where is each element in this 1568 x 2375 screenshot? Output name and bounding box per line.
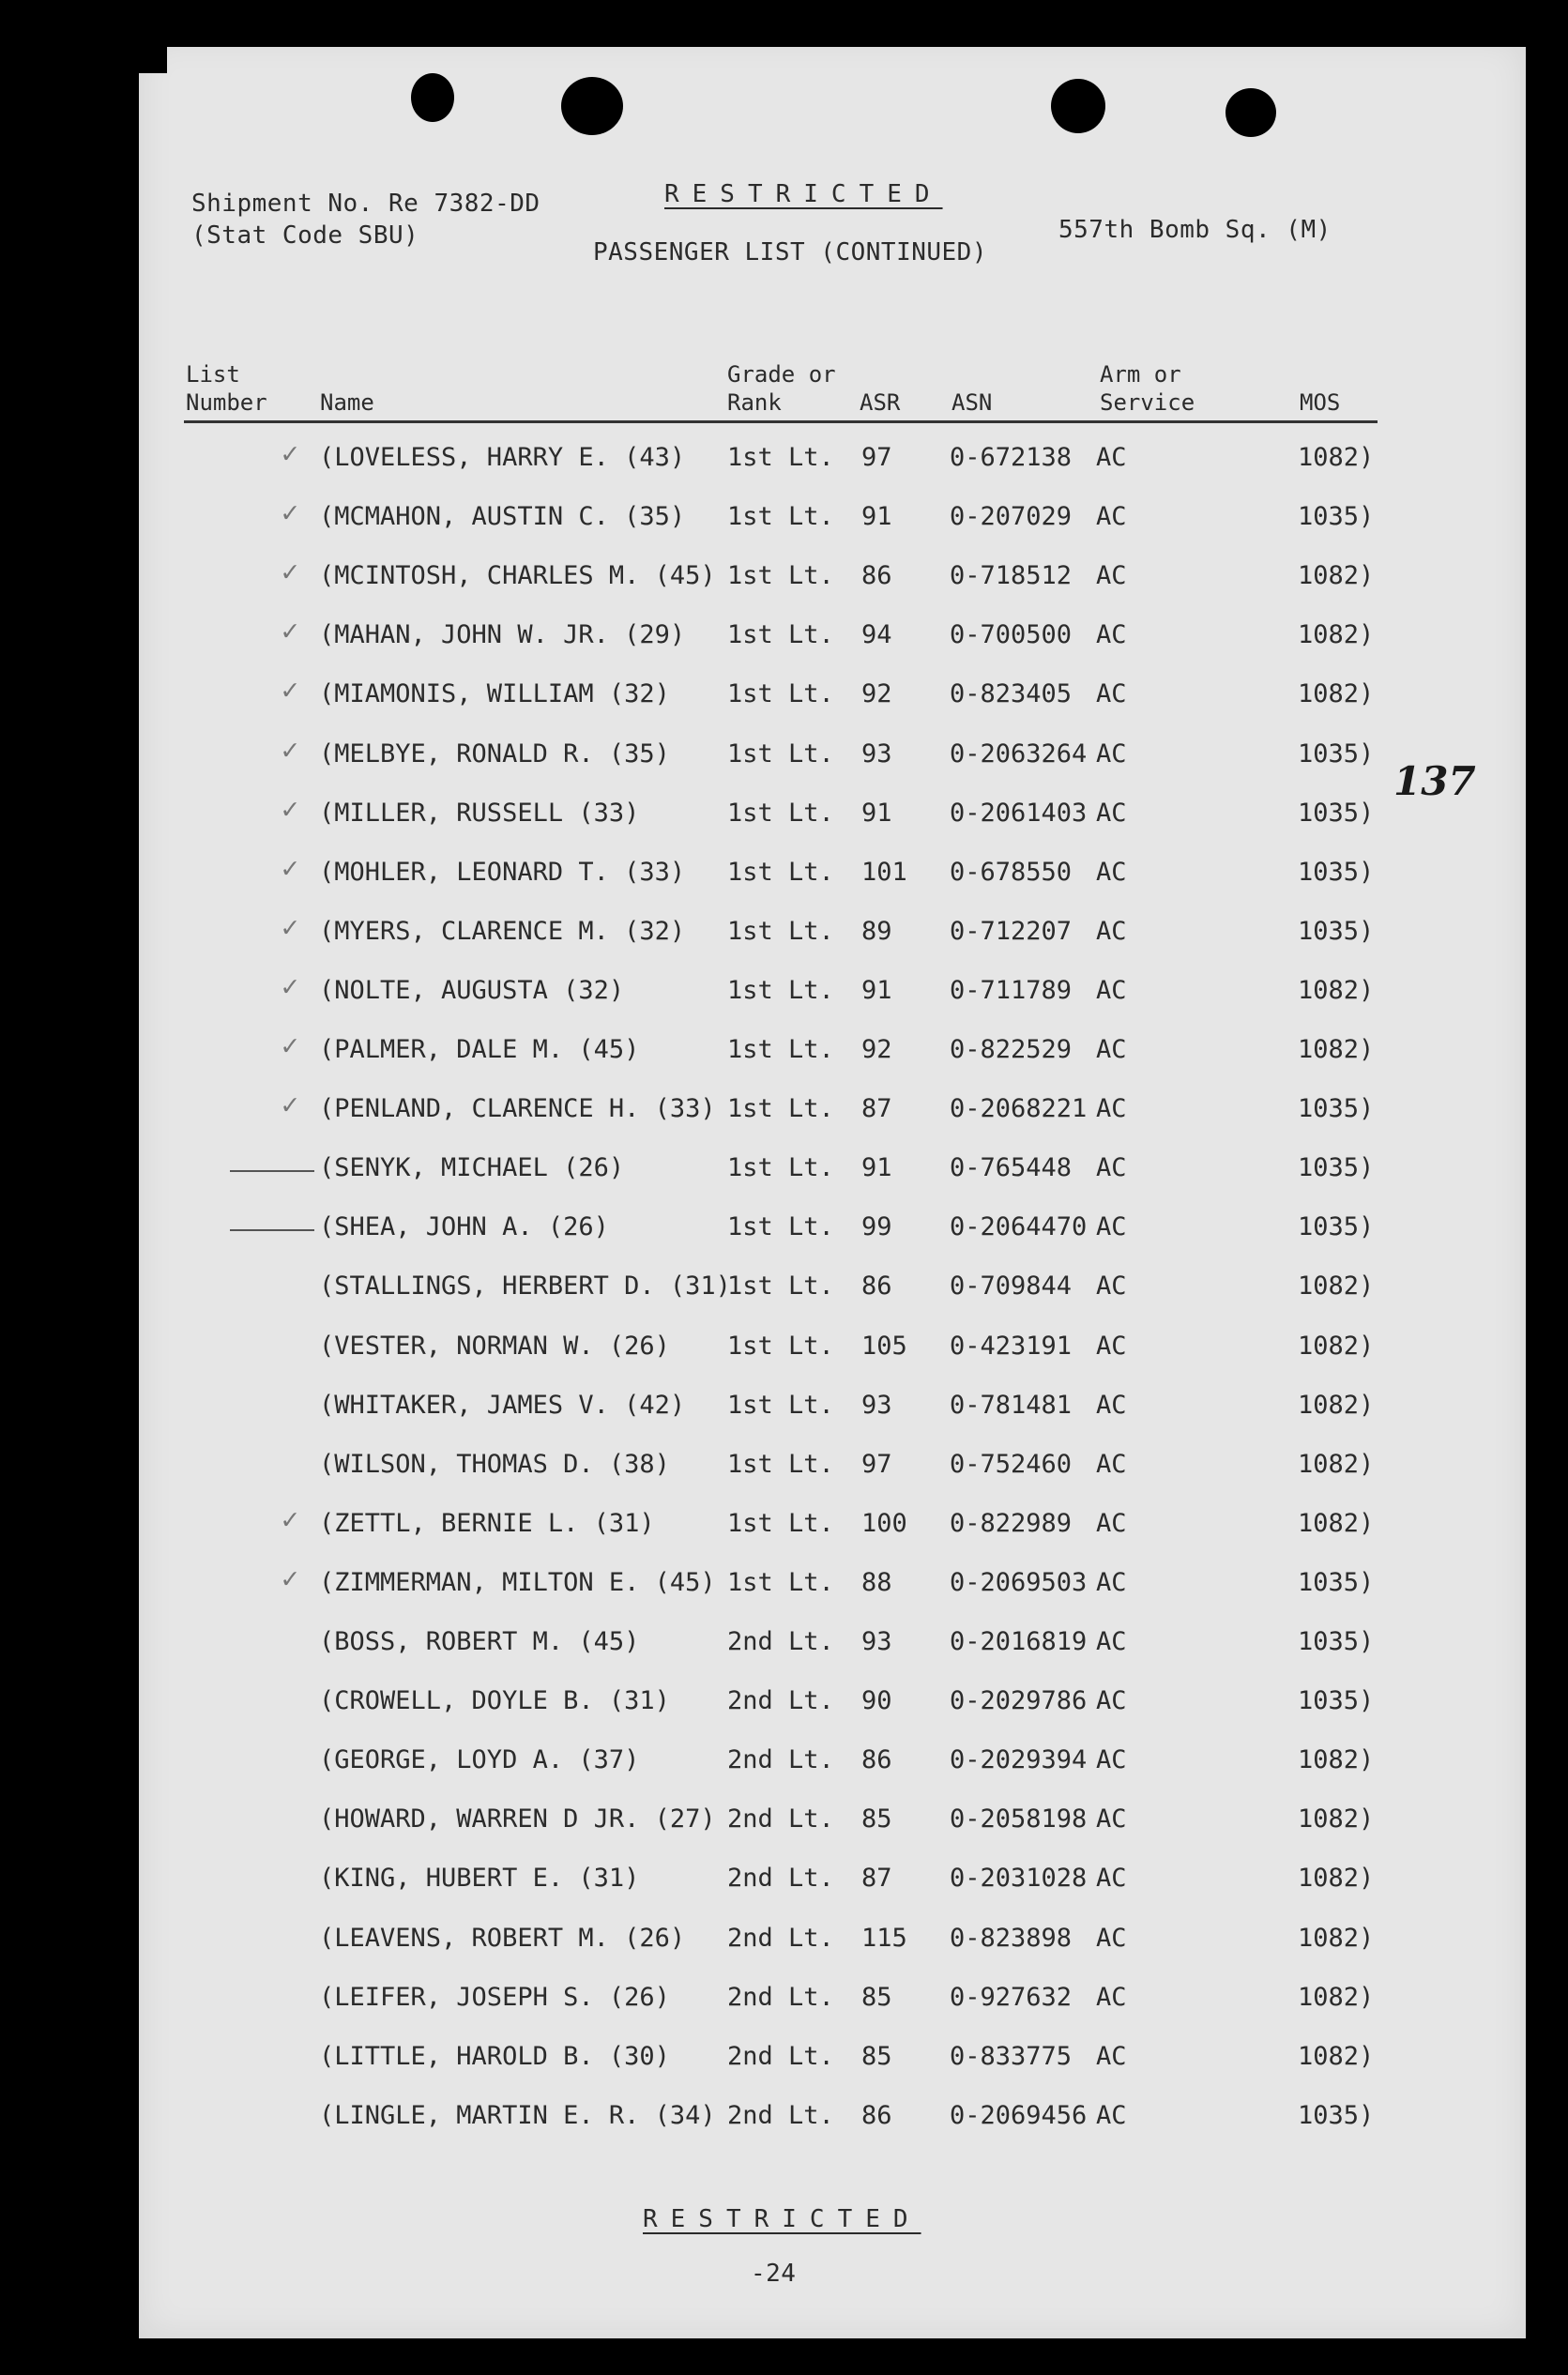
- passenger-asn: 0-700500: [950, 620, 1073, 650]
- passenger-arm-service: AC: [1096, 1745, 1127, 1775]
- passenger-arm-service: AC: [1096, 1331, 1127, 1361]
- passenger-mos: 1082): [1298, 1035, 1375, 1064]
- punch-hole: [1051, 79, 1105, 133]
- table-row: [0, 2101, 1387, 2160]
- check-mark-icon: ✓: [282, 969, 299, 1003]
- passenger-asn: 0-678550: [950, 857, 1073, 887]
- table-row: [0, 733, 1387, 799]
- passenger-mos: 1035): [1298, 1627, 1375, 1656]
- passenger-name: (VESTER, NORMAN W. (26): [319, 1331, 670, 1361]
- passenger-asn: 0-2058198: [950, 1804, 1088, 1835]
- passenger-asn: 0-833775: [950, 2041, 1073, 2071]
- passenger-asn: 0-2016819: [950, 1627, 1088, 1656]
- dash-mark-icon: [230, 1229, 314, 1231]
- check-mark-icon: ✓: [282, 556, 299, 589]
- passenger-arm-service: AC: [1096, 1035, 1127, 1064]
- passenger-arm-service: AC: [1096, 857, 1127, 887]
- passenger-asr: 115: [861, 1923, 907, 1953]
- handwritten-page-number: 137: [1393, 758, 1476, 804]
- passenger-mos: 1035): [1298, 1094, 1375, 1124]
- check-mark-icon: ✓: [282, 1502, 299, 1536]
- passenger-grade: 1st Lt.: [727, 561, 834, 591]
- passenger-name: (MELBYE, RONALD R. (35): [319, 738, 670, 769]
- punch-hole: [411, 73, 454, 122]
- passenger-grade: 2nd Lt.: [727, 1864, 834, 1894]
- table-row: [0, 1450, 1387, 1509]
- passenger-asr: 90: [861, 1686, 892, 1716]
- passenger-asn: 0-2061403: [950, 798, 1088, 828]
- passenger-asn: 0-765448: [950, 1153, 1073, 1183]
- passenger-mos: 1082): [1298, 1271, 1375, 1302]
- passenger-name: (LEAVENS, ROBERT M. (26): [319, 1923, 686, 1953]
- passenger-grade: 2nd Lt.: [727, 1745, 834, 1775]
- punch-hole: [561, 77, 623, 135]
- passenger-asr: 85: [861, 2041, 892, 2071]
- passenger-name: (GEORGE, LOYD A. (37): [319, 1745, 640, 1775]
- passenger-mos: 1082): [1298, 2041, 1375, 2071]
- passenger-mos: 1082): [1298, 443, 1375, 472]
- passenger-name: (WHITAKER, JAMES V. (42): [319, 1390, 686, 1420]
- passenger-name: (LINGLE, MARTIN E. R. (34): [319, 2100, 716, 2130]
- passenger-arm-service: AC: [1096, 443, 1127, 472]
- passenger-grade: 2nd Lt.: [727, 1923, 834, 1953]
- passenger-name: (SHEA, JOHN A. (26): [319, 1212, 609, 1242]
- unit-designation: 557th Bomb Sq. (M): [1058, 216, 1332, 244]
- passenger-grade: 1st Lt.: [727, 1035, 834, 1064]
- passenger-asr: 97: [861, 443, 892, 472]
- check-mark-icon: ✓: [282, 910, 299, 944]
- torn-edge: [139, 38, 167, 73]
- passenger-grade: 1st Lt.: [727, 1390, 834, 1420]
- table-row: [0, 969, 1387, 1035]
- passenger-grade: 1st Lt.: [727, 679, 834, 709]
- passenger-arm-service: AC: [1096, 1390, 1127, 1420]
- passenger-asr: 86: [861, 1271, 892, 1302]
- passenger-grade: 1st Lt.: [727, 1271, 834, 1302]
- document-page: [139, 38, 1526, 2338]
- passenger-mos: 1035): [1298, 916, 1375, 946]
- passenger-mos: 1035): [1298, 502, 1375, 532]
- stat-code: (Stat Code SBU): [191, 221, 419, 250]
- passenger-name: (MAHAN, JOHN W. JR. (29): [319, 620, 686, 650]
- passenger-asn: 0-711789: [950, 975, 1073, 1005]
- passenger-asn: 0-823405: [950, 679, 1073, 709]
- table-row: [0, 1561, 1387, 1627]
- table-row: [0, 1864, 1387, 1923]
- passenger-arm-service: AC: [1096, 2100, 1127, 2130]
- passenger-asn: 0-781481: [950, 1390, 1073, 1420]
- table-row: [0, 1686, 1387, 1745]
- check-mark-icon: ✓: [282, 674, 299, 708]
- check-mark-icon: ✓: [282, 851, 299, 885]
- passenger-asr: 91: [861, 798, 892, 828]
- passenger-mos: 1082): [1298, 1982, 1375, 2012]
- passenger-arm-service: AC: [1096, 1627, 1127, 1656]
- table-row: [0, 556, 1387, 620]
- passenger-mos: 1035): [1298, 1567, 1375, 1597]
- passenger-name: (MCINTOSH, CHARLES M. (45): [319, 561, 716, 591]
- passenger-grade: 1st Lt.: [727, 1567, 834, 1597]
- passenger-asr: 86: [861, 561, 892, 591]
- passenger-grade: 1st Lt.: [727, 916, 834, 946]
- table-row: [0, 1029, 1387, 1094]
- passenger-name: (HOWARD, WARREN D JR. (27): [319, 1804, 716, 1835]
- passenger-asr: 100: [861, 1508, 907, 1538]
- passenger-arm-service: AC: [1096, 975, 1127, 1005]
- passenger-grade: 1st Lt.: [727, 1331, 834, 1361]
- passenger-asr: 91: [861, 975, 892, 1005]
- passenger-grade: 1st Lt.: [727, 975, 834, 1005]
- passenger-arm-service: AC: [1096, 1153, 1127, 1183]
- table-row: [0, 910, 1387, 976]
- passenger-name: (ZIMMERMAN, MILTON E. (45): [319, 1567, 716, 1597]
- passenger-asr: 92: [861, 1035, 892, 1064]
- passenger-grade: 2nd Lt.: [727, 2041, 834, 2071]
- check-mark-icon: ✓: [282, 1029, 299, 1062]
- passenger-name: (MOHLER, LEONARD T. (33): [319, 857, 686, 887]
- passenger-asn: 0-672138: [950, 443, 1073, 472]
- passenger-arm-service: AC: [1096, 1508, 1127, 1538]
- passenger-mos: 1082): [1298, 1745, 1375, 1775]
- passenger-asn: 0-2029786: [950, 1686, 1088, 1716]
- table-row: [0, 496, 1387, 561]
- passenger-asr: 99: [861, 1212, 892, 1242]
- passenger-grade: 2nd Lt.: [727, 1982, 834, 2012]
- check-mark-icon: ✓: [282, 1089, 299, 1122]
- passenger-name: (LITTLE, HAROLD B. (30): [319, 2041, 670, 2071]
- passenger-mos: 1082): [1298, 975, 1375, 1005]
- passenger-mos: 1035): [1298, 1212, 1375, 1242]
- passenger-asn: 0-2068221: [950, 1094, 1088, 1124]
- passenger-name: (STALLINGS, HERBERT D. (31): [319, 1271, 731, 1302]
- passenger-name: (BOSS, ROBERT M. (45): [319, 1627, 640, 1656]
- passenger-grade: 1st Lt.: [727, 857, 834, 887]
- passenger-asr: 87: [861, 1094, 892, 1124]
- passenger-grade: 2nd Lt.: [727, 1686, 834, 1716]
- passenger-mos: 1035): [1298, 798, 1375, 828]
- passenger-mos: 1082): [1298, 1804, 1375, 1835]
- torn-edge: [139, 38, 1526, 47]
- passenger-asr: 91: [861, 1153, 892, 1183]
- passenger-grade: 1st Lt.: [727, 1212, 834, 1242]
- check-mark-icon: ✓: [282, 496, 299, 530]
- passenger-asr: 93: [861, 738, 892, 769]
- passenger-name: (NOLTE, AUGUSTA (32): [319, 975, 625, 1005]
- passenger-mos: 1035): [1298, 1686, 1375, 1716]
- passenger-asn: 0-2029394: [950, 1745, 1088, 1775]
- passenger-grade: 1st Lt.: [727, 798, 834, 828]
- passenger-grade: 2nd Lt.: [727, 2100, 834, 2130]
- check-mark-icon: ✓: [282, 792, 299, 826]
- passenger-arm-service: AC: [1096, 1923, 1127, 1953]
- check-mark-icon: ✓: [282, 733, 299, 767]
- page-subtitle: PASSENGER LIST (CONTINUED): [593, 238, 987, 266]
- passenger-asr: 93: [861, 1390, 892, 1420]
- passenger-mos: 1082): [1298, 1508, 1375, 1538]
- passenger-asn: 0-823898: [950, 1923, 1073, 1953]
- passenger-asr: 88: [861, 1567, 892, 1597]
- passenger-asn: 0-423191: [950, 1331, 1073, 1361]
- table-row: [0, 792, 1387, 858]
- passenger-arm-service: AC: [1096, 679, 1127, 709]
- table-row: [0, 1212, 1387, 1271]
- passenger-asr: 101: [861, 857, 907, 887]
- passenger-name: (LOVELESS, HARRY E. (43): [319, 443, 686, 472]
- table-row: [0, 615, 1387, 679]
- passenger-name: (MILLER, RUSSELL (33): [319, 798, 640, 828]
- passenger-asn: 0-927632: [950, 1982, 1073, 2012]
- dash-mark-icon: [230, 1170, 314, 1172]
- passenger-arm-service: AC: [1096, 1686, 1127, 1716]
- passenger-asn: 0-2064470: [950, 1212, 1088, 1242]
- passenger-arm-service: AC: [1096, 2041, 1127, 2071]
- passenger-name: (ZETTL, BERNIE L. (31): [319, 1508, 655, 1538]
- passenger-name: (LEIFER, JOSEPH S. (26): [319, 1982, 670, 2012]
- passenger-name: (PENLAND, CLARENCE H. (33): [319, 1094, 716, 1124]
- passenger-mos: 1082): [1298, 561, 1375, 591]
- passenger-asn: 0-2069456: [950, 2100, 1088, 2130]
- passenger-mos: 1082): [1298, 1390, 1375, 1420]
- table-row: [0, 1153, 1387, 1212]
- table-row: [0, 1924, 1387, 1983]
- check-mark-icon: ✓: [282, 615, 299, 648]
- passenger-asr: 87: [861, 1864, 892, 1894]
- passenger-mos: 1082): [1298, 1864, 1375, 1894]
- passenger-mos: 1082): [1298, 1923, 1375, 1953]
- passenger-asr: 89: [861, 916, 892, 946]
- table-row: [0, 437, 1387, 502]
- passenger-arm-service: AC: [1096, 738, 1127, 769]
- table-row: [0, 1391, 1387, 1450]
- table-row: [0, 674, 1387, 738]
- col-mos: MOS: [1300, 389, 1341, 416]
- punch-hole: [1225, 88, 1276, 137]
- table-row: [0, 1502, 1387, 1568]
- col-arm-service: Arm or Service: [1100, 361, 1195, 416]
- table-row: [0, 1271, 1387, 1331]
- passenger-grade: 1st Lt.: [727, 1449, 834, 1479]
- passenger-mos: 1035): [1298, 857, 1375, 887]
- passenger-asn: 0-207029: [950, 502, 1073, 532]
- passenger-arm-service: AC: [1096, 502, 1127, 532]
- passenger-name: (PALMER, DALE M. (45): [319, 1035, 640, 1064]
- passenger-name: (SENYK, MICHAEL (26): [319, 1153, 625, 1183]
- passenger-asn: 0-718512: [950, 561, 1073, 591]
- passenger-grade: 1st Lt.: [727, 443, 834, 472]
- passenger-mos: 1035): [1298, 738, 1375, 769]
- passenger-asr: 86: [861, 1745, 892, 1775]
- passenger-arm-service: AC: [1096, 798, 1127, 828]
- passenger-name: (CROWELL, DOYLE B. (31): [319, 1686, 670, 1716]
- table-row: [0, 1745, 1387, 1804]
- passenger-asn: 0-709844: [950, 1271, 1073, 1302]
- passenger-asr: 94: [861, 620, 892, 650]
- passenger-grade: 1st Lt.: [727, 1508, 834, 1538]
- table-row: [0, 1804, 1387, 1864]
- passenger-grade: 1st Lt.: [727, 502, 834, 532]
- passenger-arm-service: AC: [1096, 1449, 1127, 1479]
- table-row: [0, 1983, 1387, 2042]
- passenger-asn: 0-2069503: [950, 1567, 1088, 1597]
- passenger-asr: 105: [861, 1331, 907, 1361]
- passenger-arm-service: AC: [1096, 1982, 1127, 2012]
- passenger-asn: 0-2031028: [950, 1864, 1088, 1894]
- page-number: -24: [751, 2260, 797, 2288]
- passenger-arm-service: AC: [1096, 620, 1127, 650]
- restricted-heading: RESTRICTED: [664, 180, 943, 208]
- passenger-asn: 0-712207: [950, 916, 1073, 946]
- passenger-mos: 1082): [1298, 1449, 1375, 1479]
- shipment-number: Shipment No. Re 7382-DD: [191, 190, 540, 218]
- col-grade: Grade or Rank: [727, 361, 836, 416]
- passenger-asr: 92: [861, 679, 892, 709]
- passenger-asr: 85: [861, 1804, 892, 1835]
- passenger-arm-service: AC: [1096, 1804, 1127, 1835]
- passenger-asn: 0-822529: [950, 1035, 1073, 1064]
- passenger-arm-service: AC: [1096, 1094, 1127, 1124]
- table-row: [0, 2042, 1387, 2101]
- check-mark-icon: ✓: [282, 437, 299, 470]
- passenger-asr: 91: [861, 502, 892, 532]
- restricted-footer: RESTRICTED: [643, 2205, 921, 2233]
- passenger-asr: 97: [861, 1449, 892, 1479]
- passenger-grade: 1st Lt.: [727, 620, 834, 650]
- table-row: [0, 1332, 1387, 1391]
- passenger-arm-service: AC: [1096, 1864, 1127, 1894]
- passenger-asn: 0-752460: [950, 1449, 1073, 1479]
- passenger-name: (MIAMONIS, WILLIAM (32): [319, 679, 670, 709]
- passenger-asn: 0-822989: [950, 1508, 1073, 1538]
- passenger-mos: 1082): [1298, 620, 1375, 650]
- passenger-name: (MCMAHON, AUSTIN C. (35): [319, 502, 686, 532]
- passenger-mos: 1035): [1298, 2100, 1375, 2130]
- passenger-asn: 0-2063264: [950, 738, 1088, 769]
- passenger-grade: 2nd Lt.: [727, 1804, 834, 1835]
- col-name: Name: [320, 389, 374, 416]
- passenger-asr: 85: [861, 1982, 892, 2012]
- table-row: [0, 851, 1387, 917]
- col-asr: ASR: [860, 389, 901, 416]
- passenger-asr: 86: [861, 2100, 892, 2130]
- check-mark-icon: ✓: [282, 1561, 299, 1595]
- passenger-grade: 1st Lt.: [727, 1094, 834, 1124]
- col-asn: ASN: [951, 389, 993, 416]
- passenger-name: (MYERS, CLARENCE M. (32): [319, 916, 686, 946]
- passenger-arm-service: AC: [1096, 1271, 1127, 1302]
- passenger-arm-service: AC: [1096, 1567, 1127, 1597]
- passenger-arm-service: AC: [1096, 1212, 1127, 1242]
- passenger-name: (WILSON, THOMAS D. (38): [319, 1449, 670, 1479]
- passenger-name: (KING, HUBERT E. (31): [319, 1864, 640, 1894]
- passenger-mos: 1082): [1298, 679, 1375, 709]
- passenger-mos: 1082): [1298, 1331, 1375, 1361]
- passenger-arm-service: AC: [1096, 916, 1127, 946]
- passenger-grade: 1st Lt.: [727, 738, 834, 769]
- passenger-asr: 93: [861, 1627, 892, 1656]
- col-list-number: List Number: [186, 361, 267, 416]
- table-row: [0, 1627, 1387, 1686]
- passenger-mos: 1035): [1298, 1153, 1375, 1183]
- passenger-grade: 1st Lt.: [727, 1153, 834, 1183]
- passenger-arm-service: AC: [1096, 561, 1127, 591]
- passenger-grade: 2nd Lt.: [727, 1627, 834, 1656]
- header-rule: [184, 420, 1378, 423]
- table-row: [0, 1089, 1387, 1153]
